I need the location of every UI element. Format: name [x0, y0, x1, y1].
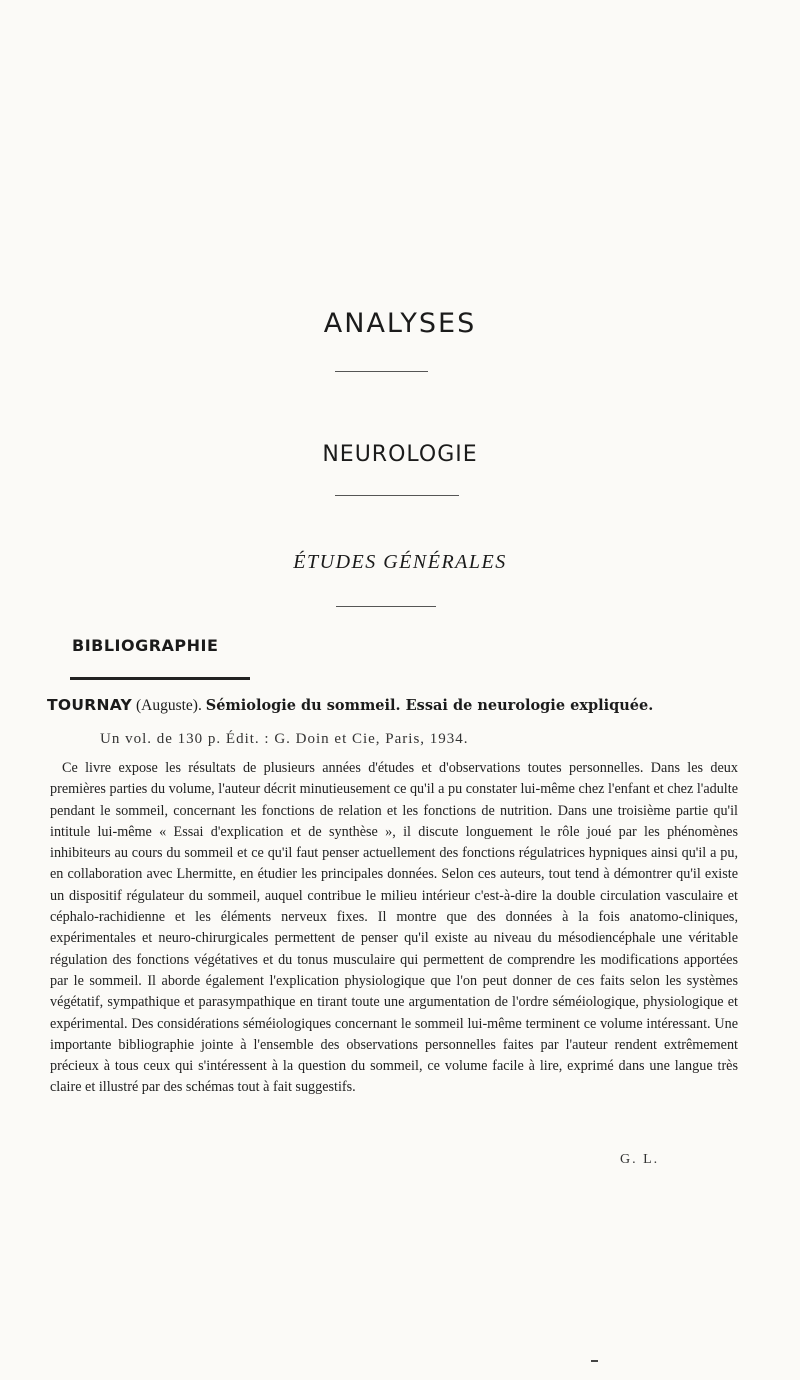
review-body: Ce livre expose les résultats de plusieurs années d'études et d'observations toutes personnelles. Dans les deux premières parties du volume, l'auteur décrit minutieusement ce qu'il a pu constater lui-même chez l'enfant et chez l'adulte pendant le sommeil, concernant les fonctions de relation et les fonctions de nutrition. Dans une troisième partie qu'il intitule lui-même « Essai d'explication et de synthèse », il discute longuement le rôle joué par les phénomènes inhibiteurs au cours du sommeil et ce qu'il faut penser actuellement des fonctions régulatrices hypniques ainsi qu'il a pu, en collaboration avec Lhermitte, en étudier les principales données. Selon ces auteurs, tout tend à démontrer qu'il existe un dispositif régulateur du sommeil, auquel contribue le milieu intérieur c'est-à-dire la double circulation vasculaire et céphalo-rachidienne et les éléments nerveux fixes. Il montre que des données à la fois anatomo-cliniques, expérimentales et neuro-chirurgicales permettent de penser qu'il existe au niveau du mésodiencéphale une véritable régulation des fonctions végétatives et du tonus musculaire qui permettent de comprendre les modifications apportées par le sommeil. Il aborde également l'explication physiologique que l'on peut donner de ces faits selon les systèmes végétatif, sympathique et parasympathique en tirant toute une argumentation de l'ordre séméiologique, physiologique et expérimental. Des considérations séméiologiques concernant le sommeil lui-même terminent ce volume intéressant. Une importante bibliographie jointe à l'ensemble des observations personnelles faites par l'auteur rendent extrêmement précieux à tous ceux qui s'intéressent à la question du sommeil, ce volume facile à lire, exprimé dans une langue très claire et illustré par des schémas tout à fait suggestifs.: [50, 760, 738, 1096]
author-given: (Auguste).: [132, 697, 206, 714]
subsection-heading: ÉTUDES GÉNÉRALES: [293, 551, 507, 573]
author-surname: TOURNAY: [47, 696, 133, 714]
discipline-heading: NEUROLOGIE: [322, 442, 478, 467]
entry-heading: [47, 694, 747, 717]
category-heading: BIBLIOGRAPHIE: [72, 636, 219, 655]
divider: [336, 606, 436, 607]
category-underline: [70, 677, 250, 680]
reviewer-signature: G. L.: [620, 1152, 660, 1167]
page-mark: [591, 1360, 598, 1362]
publication-details: Un vol. de 130 p. Édit. : G. Doin et Cie, Paris, 1934.: [100, 731, 469, 747]
divider: [335, 495, 459, 496]
book-title: Sémiologie du sommeil. Essai de neurologie expliquée.: [205, 697, 654, 714]
divider: [335, 371, 428, 372]
section-title: ANALYSES: [323, 308, 477, 339]
